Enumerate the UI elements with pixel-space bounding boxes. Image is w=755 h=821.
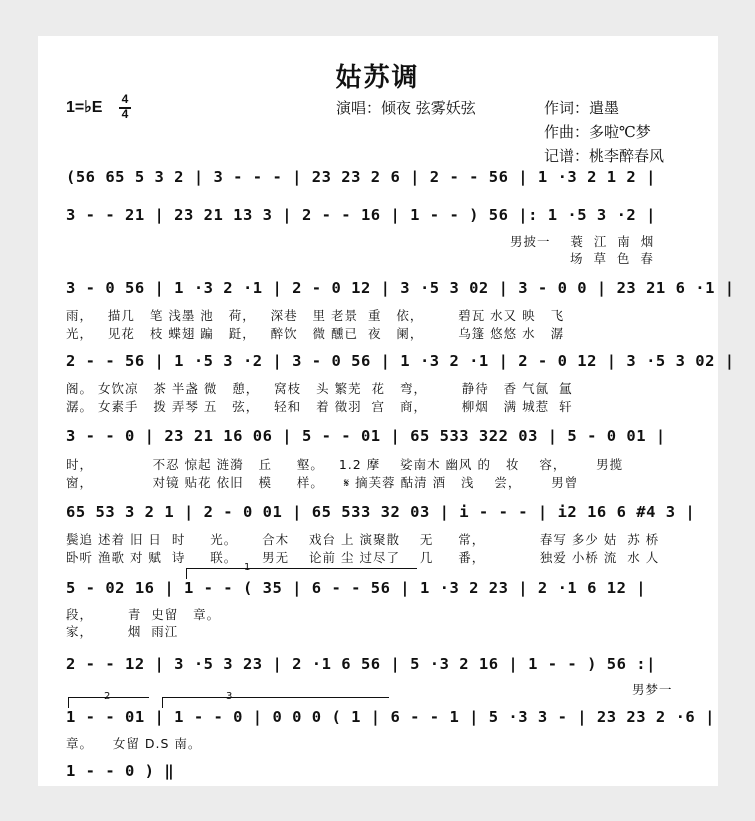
score-line-3: 3 - 0 56 | 1 ·3 2 ·1 | 2 - 0 12 | 3 ·5 3 02 | 3 - 0 0 | 23 21 6 ·1 |: [66, 279, 735, 297]
lyric-line-2b: 场 草 色 春: [570, 251, 654, 266]
lyric-line-5b: 窗， 对镜 贴花 依旧 模 样。 𝄋 摘芙蓉 酤清 酒 浅 尝， 男曾: [66, 475, 579, 490]
transcriber-credit: 记谱：桃李醉春风: [544, 147, 665, 165]
volta-bracket-3: [162, 697, 389, 708]
lyric-line-2a: 男披一 蓑 江 南 烟: [510, 234, 655, 249]
score-line-4: 2 - - 56 | 1 ·5 3 ·2 | 3 - 0 56 | 1 ·3 2 ·1 | 2 - 0 12 | 3 ·5 3 02 |: [66, 352, 735, 370]
key-signature: 1=♭E: [66, 99, 103, 116]
lyricist-credit: 作词：遣墨: [544, 99, 620, 117]
lyric-line-4b: 潺。 女素手 拨 弄琴 五 弦， 轻和 着 徵羽 宫 商， 柳烟 满 城惹 轩: [66, 399, 573, 414]
volta-bracket-1: [186, 568, 417, 579]
lyric-line-3b: 光， 见花 枝 蝶翅 蹁 跹， 醉饮 微 醺已 夜 阑， 乌篷 悠悠 水 潺: [66, 326, 565, 341]
song-title: 姑苏调: [335, 63, 420, 93]
volta-3-label: 3: [226, 691, 233, 702]
score-line-2: 3 - - 21 | 23 21 13 3 | 2 - - 16 | 1 - - ) 56 |: 1 ·5 3 ·2 |: [66, 206, 656, 224]
score-line-7: 5 - 02 16 | 1 - - ( 35 | 6 - - 56 | 1 ·3 2 23 | 2 ·1 6 12 |: [66, 579, 647, 597]
lyric-line-8: 男梦一: [632, 682, 673, 697]
score-line-5: 3 - - 0 | 23 21 16 06 | 5 - - 01 | 65 533 322 03 | 5 - 0 01 |: [66, 427, 666, 445]
volta-1-label: 1: [244, 562, 251, 573]
singer-credit: 演唱：倾夜 弦雾妖弦: [336, 99, 476, 117]
lyric-line-5a: 时， 不忍 惊起 涟漪 丘 壑。 1.2 摩 娑南木 幽风 的 妆 容， 男揽: [66, 457, 624, 472]
time-sig-bottom: 4: [121, 107, 129, 121]
score-line-6: 65 53 3 2 1 | 2 - 0 01 | 65 533 32 03 | i - - - | i2 16 6 #4 3 |: [66, 503, 696, 521]
time-sig-top: 4: [121, 92, 129, 106]
lyric-line-4a: 阁。 女饮凉 茶 半盏 微 憩， 窝枝 头 繁芜 花 弯， 静待 香 气氤 氲: [66, 381, 573, 396]
score-line-1: (56 65 5 3 2 | 3 - - - | 23 23 2 6 | 2 - - 56 | 1 ·3 2 1 2 |: [66, 168, 656, 186]
score-line-8: 2 - - 12 | 3 ·5 3 23 | 2 ·1 6 56 | 5 ·3 2 16 | 1 - - ) 56 :|: [66, 655, 656, 673]
volta-2-label: 2: [104, 691, 111, 702]
lyric-line-7a: 段， 青 史留 章。: [66, 607, 221, 622]
lyric-line-6b: 卧听 渔歌 对 赋 诗 联。 男无 论前 尘 过尽了 几 番， 独爱 小桥 流 水 人: [66, 550, 660, 565]
lyric-line-9: 章。 女留 D.S 南。: [66, 736, 202, 751]
lyric-line-6a: 鬓追 述着 旧 日 时 光。 合木 戏台 上 演聚散 无 常， 春写 多少 姑 苏 桥: [66, 532, 660, 547]
lyric-line-7b: 家， 烟 雨江: [66, 624, 179, 639]
lyric-line-3a: 雨， 描几 笔 浅墨 池 荷， 深巷 里 老景 重 依， 碧瓦 水又 映 飞: [66, 308, 565, 323]
score-line-9: 1 - - 01 | 1 - - 0 | 0 0 0 ( 1 | 6 - - 1 | 5 ·3 3 - | 23 23 2 ·6 |: [66, 708, 715, 726]
score-line-10: 1 - - 0 ) ‖: [66, 762, 175, 780]
composer-credit: 作曲：多啦℃梦: [544, 123, 651, 141]
